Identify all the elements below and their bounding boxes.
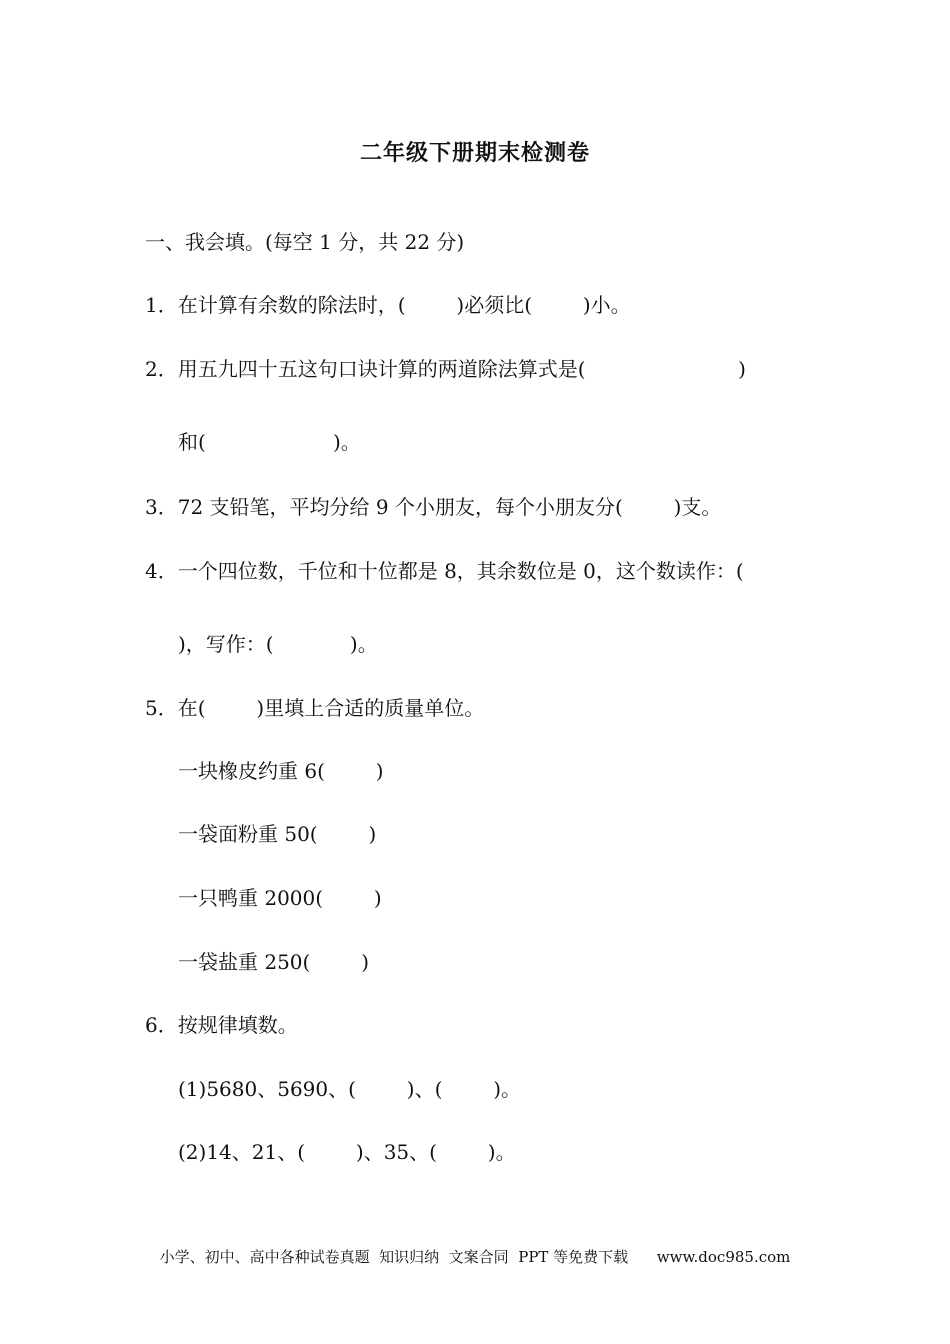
question-4-line-1: 4．一个四位数，千位和十位都是 8，其余数位是 0，这个数读作：( <box>145 559 744 583</box>
question-1: 1．在计算有余数的除法时，( )必须比( )小。 <box>145 293 631 317</box>
question-6-item: (2)14、21、( )、35、( )。 <box>178 1140 516 1164</box>
page-footer: 小学、初中、高中各种试卷真题 知识归纳 文案合同 PPT 等免费下载 www.doc985.com <box>159 1248 791 1266</box>
question-5-item: 一袋面粉重 50( ) <box>178 822 377 846</box>
question-2-line-1: 2．用五九四十五这句口诀计算的两道除法算式是( ) <box>145 357 746 381</box>
question-4-line-2: )，写作：( )。 <box>178 632 378 656</box>
section-heading: 一、我会填。(每空 1 分，共 22 分) <box>145 230 465 254</box>
page-title: 二年级下册期末检测卷 <box>359 141 590 166</box>
question-5-item: 一块橡皮约重 6( ) <box>178 759 384 783</box>
question-5-item: 一只鸭重 2000( ) <box>178 886 382 910</box>
question-6-item: (1)5680、5690、( )、( )。 <box>178 1077 522 1101</box>
question-2-line-2: 和( )。 <box>178 430 361 454</box>
question-3: 3．72 支铅笔，平均分给 9 个小朋友，每个小朋友分( )支。 <box>145 495 722 519</box>
question-5-item: 一袋盐重 250( ) <box>178 950 369 974</box>
question-5: 5．在( )里填上合适的质量单位。 <box>145 696 485 720</box>
question-6: 6．按规律填数。 <box>145 1013 298 1037</box>
